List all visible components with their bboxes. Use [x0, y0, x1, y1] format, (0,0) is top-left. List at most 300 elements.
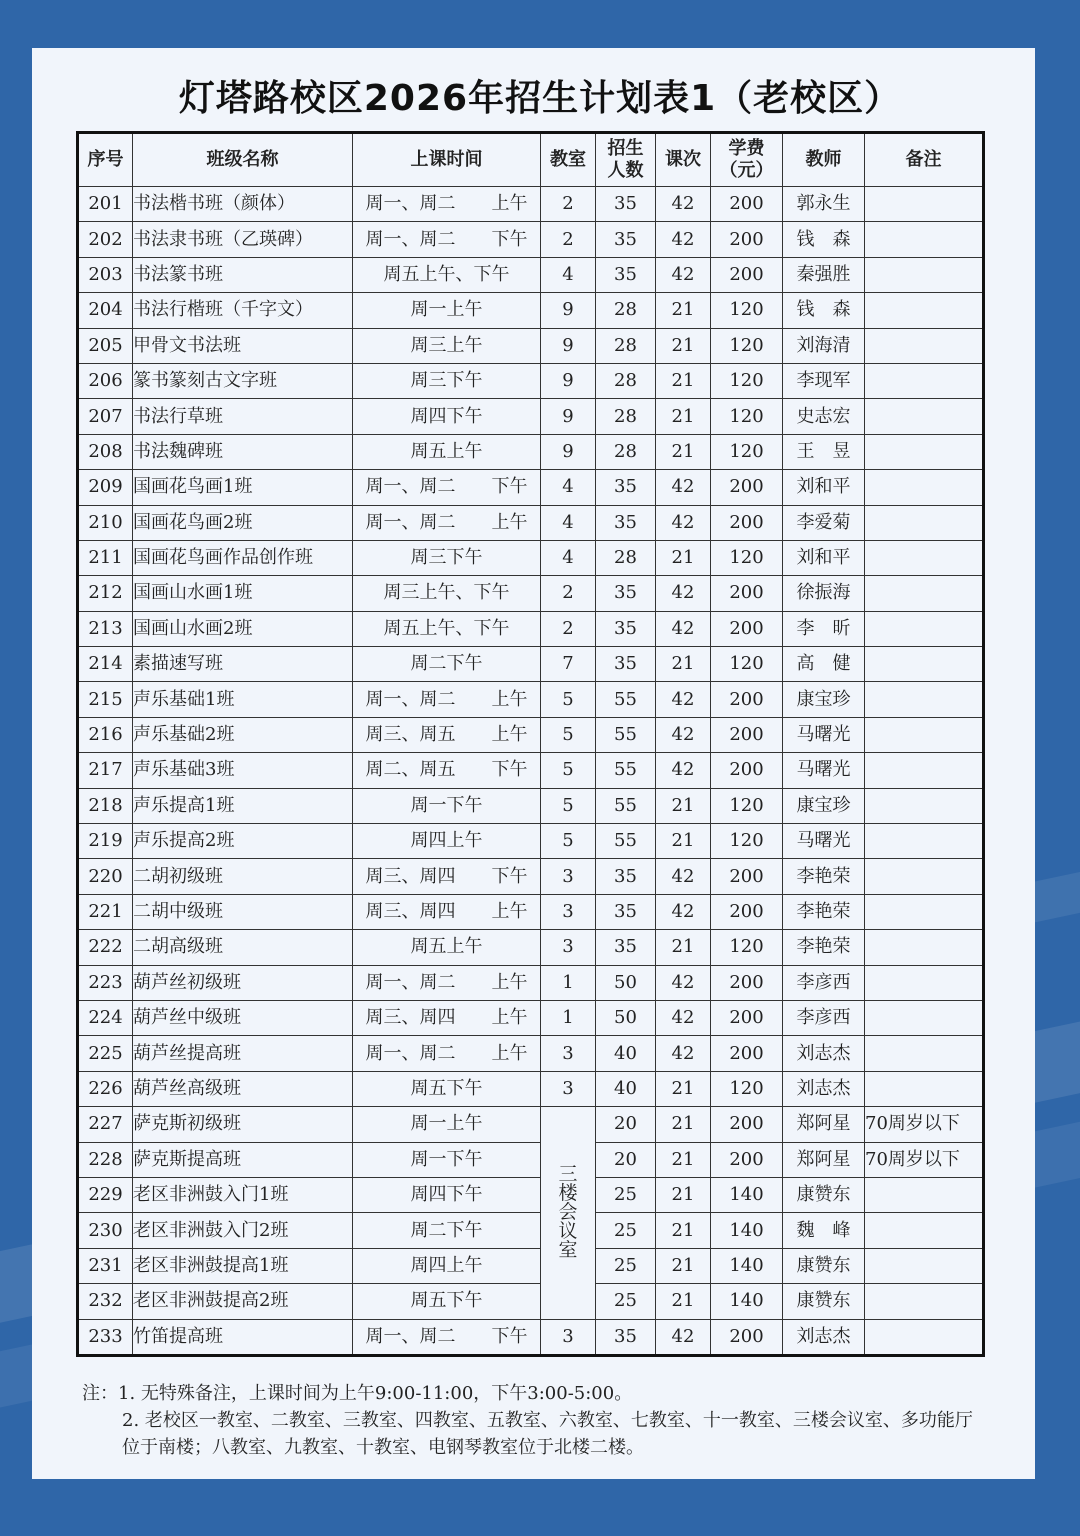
table-row — [78, 1107, 984, 1142]
cell-teacher: 史志宏 — [783, 399, 865, 434]
cell-name: 竹笛提高班 — [133, 1319, 353, 1355]
cell-sessions: 21 — [656, 1177, 711, 1212]
cell-name: 葫芦丝提高班 — [133, 1036, 353, 1071]
cell-note — [865, 1213, 984, 1248]
cell-name: 葫芦丝高级班 — [133, 1071, 353, 1106]
cell-note — [865, 470, 984, 505]
cell-time: 周三下午 — [353, 540, 541, 575]
cell-teacher: 李 昕 — [783, 611, 865, 646]
cell-time: 周一、周二 下午 — [353, 1319, 541, 1355]
cell-name: 二胡高级班 — [133, 930, 353, 965]
cell-name: 书法行楷班（千字文） — [133, 293, 353, 328]
cell-time: 周一上午 — [353, 1107, 541, 1142]
cell-name: 声乐基础1班 — [133, 682, 353, 717]
cell-time: 周三上午、下午 — [353, 576, 541, 611]
cell-quota: 35 — [596, 187, 656, 222]
cell-room: 3 — [541, 1071, 596, 1106]
cell-no: 214 — [78, 647, 133, 682]
cell-sessions: 42 — [656, 859, 711, 894]
cell-sessions: 42 — [656, 222, 711, 257]
cell-name: 二胡初级班 — [133, 859, 353, 894]
cell-teacher: 郭永生 — [783, 187, 865, 222]
cell-name: 国画山水画2班 — [133, 611, 353, 646]
cell-sessions: 42 — [656, 753, 711, 788]
cell-note — [865, 576, 984, 611]
cell-quota: 40 — [596, 1071, 656, 1106]
table-row — [78, 682, 984, 717]
table-row — [78, 1284, 984, 1319]
table-row — [78, 894, 984, 929]
cell-quota: 50 — [596, 965, 656, 1000]
cell-name: 声乐基础2班 — [133, 717, 353, 752]
cell-sessions: 21 — [656, 647, 711, 682]
cell-no: 205 — [78, 328, 133, 363]
cell-teacher: 王 昱 — [783, 434, 865, 469]
cell-teacher: 刘志杰 — [783, 1071, 865, 1106]
cell-note — [865, 1177, 984, 1212]
cell-no: 230 — [78, 1213, 133, 1248]
cell-sessions: 42 — [656, 257, 711, 292]
cell-note — [865, 222, 984, 257]
cell-quota: 20 — [596, 1107, 656, 1142]
cell-sessions: 42 — [656, 894, 711, 929]
cell-teacher: 李艳荣 — [783, 894, 865, 929]
cell-note — [865, 540, 984, 575]
cell-quota: 35 — [596, 894, 656, 929]
cell-room: 5 — [541, 788, 596, 823]
cell-name: 国画花鸟画2班 — [133, 505, 353, 540]
cell-name: 国画山水画1班 — [133, 576, 353, 611]
cell-name: 书法篆书班 — [133, 257, 353, 292]
table-row — [78, 363, 984, 398]
header-quota: 招生 人数 — [596, 133, 656, 187]
cell-teacher: 刘海清 — [783, 328, 865, 363]
cell-fee: 200 — [711, 1000, 783, 1035]
cell-time: 周三下午 — [353, 363, 541, 398]
header-class-name: 班级名称 — [133, 133, 353, 187]
table-row — [78, 576, 984, 611]
cell-fee: 200 — [711, 257, 783, 292]
cell-no: 202 — [78, 222, 133, 257]
cell-quota: 35 — [596, 930, 656, 965]
cell-no: 201 — [78, 187, 133, 222]
cell-time: 周五上午、下午 — [353, 257, 541, 292]
cell-note — [865, 257, 984, 292]
cell-sessions: 21 — [656, 434, 711, 469]
cell-no: 215 — [78, 682, 133, 717]
cell-teacher: 康宝珍 — [783, 788, 865, 823]
cell-teacher: 钱 森 — [783, 222, 865, 257]
cell-name: 国画花鸟画作品创作班 — [133, 540, 353, 575]
footnote-2: 2. 老校区一教室、二教室、三教室、四教室、五教室、六教室、七教室、十一教室、三楼会议室、多功能厅位于南楼；八教室、九教室、十教室、电钢琴教室位于北楼二楼。 — [122, 1410, 973, 1458]
cell-fee: 140 — [711, 1284, 783, 1319]
cell-name: 素描速写班 — [133, 647, 353, 682]
cell-name: 声乐提高2班 — [133, 824, 353, 859]
cell-fee: 120 — [711, 1071, 783, 1106]
cell-no: 227 — [78, 1107, 133, 1142]
cell-sessions: 42 — [656, 187, 711, 222]
header-room: 教室 — [541, 133, 596, 187]
cell-note — [865, 682, 984, 717]
cell-room: 5 — [541, 824, 596, 859]
cell-room: 1 — [541, 965, 596, 1000]
cell-teacher: 刘和平 — [783, 540, 865, 575]
cell-fee: 120 — [711, 328, 783, 363]
cell-name: 国画花鸟画1班 — [133, 470, 353, 505]
cell-time: 周一、周二 上午 — [353, 965, 541, 1000]
cell-time: 周三上午 — [353, 328, 541, 363]
cell-teacher: 刘志杰 — [783, 1319, 865, 1355]
cell-sessions: 42 — [656, 611, 711, 646]
cell-time: 周一下午 — [353, 1142, 541, 1177]
cell-quota: 55 — [596, 824, 656, 859]
cell-note: 70周岁以下 — [865, 1142, 984, 1177]
enrollment-plan-table — [76, 131, 985, 1357]
cell-no: 233 — [78, 1319, 133, 1355]
table-row — [78, 1213, 984, 1248]
header-note: 备注 — [865, 133, 984, 187]
cell-time: 周二、周五 下午 — [353, 753, 541, 788]
cell-time: 周三、周四 上午 — [353, 894, 541, 929]
cell-time: 周一、周二 下午 — [353, 470, 541, 505]
cell-quota: 35 — [596, 257, 656, 292]
cell-time: 周四下午 — [353, 1177, 541, 1212]
cell-name: 萨克斯提高班 — [133, 1142, 353, 1177]
cell-note — [865, 1319, 984, 1355]
cell-note — [865, 753, 984, 788]
cell-fee: 120 — [711, 930, 783, 965]
cell-sessions: 42 — [656, 1000, 711, 1035]
table-row — [78, 1319, 984, 1355]
cell-quota: 28 — [596, 540, 656, 575]
cell-room-merged: 三 楼 会 议 室 — [541, 1107, 596, 1319]
cell-sessions: 21 — [656, 1213, 711, 1248]
cell-teacher: 康赞东 — [783, 1284, 865, 1319]
cell-quota: 28 — [596, 293, 656, 328]
cell-room: 1 — [541, 1000, 596, 1035]
cell-sessions: 42 — [656, 682, 711, 717]
cell-room: 3 — [541, 1319, 596, 1355]
cell-sessions: 21 — [656, 1142, 711, 1177]
cell-room: 5 — [541, 682, 596, 717]
cell-quota: 25 — [596, 1284, 656, 1319]
cell-sessions: 42 — [656, 1036, 711, 1071]
cell-time: 周三、周四 上午 — [353, 1000, 541, 1035]
cell-quota: 35 — [596, 470, 656, 505]
cell-quota: 28 — [596, 363, 656, 398]
cell-note — [865, 859, 984, 894]
cell-teacher: 马曙光 — [783, 717, 865, 752]
cell-quota: 35 — [596, 1319, 656, 1355]
cell-name: 老区非洲鼓提高2班 — [133, 1284, 353, 1319]
cell-quota: 35 — [596, 222, 656, 257]
cell-time: 周二下午 — [353, 647, 541, 682]
cell-no: 221 — [78, 894, 133, 929]
cell-no: 206 — [78, 363, 133, 398]
header-fee: 学费 （元） — [711, 133, 783, 187]
cell-note — [865, 363, 984, 398]
cell-quota: 35 — [596, 505, 656, 540]
cell-no: 222 — [78, 930, 133, 965]
header-time: 上课时间 — [353, 133, 541, 187]
cell-fee: 120 — [711, 788, 783, 823]
cell-no: 204 — [78, 293, 133, 328]
cell-name: 二胡中级班 — [133, 894, 353, 929]
cell-note — [865, 647, 984, 682]
table-row — [78, 187, 984, 222]
cell-fee: 200 — [711, 753, 783, 788]
cell-quota: 35 — [596, 576, 656, 611]
cell-quota: 28 — [596, 328, 656, 363]
cell-time: 周二下午 — [353, 1213, 541, 1248]
cell-fee: 140 — [711, 1213, 783, 1248]
cell-no: 208 — [78, 434, 133, 469]
table-row — [78, 293, 984, 328]
cell-teacher: 李彦西 — [783, 965, 865, 1000]
footnotes — [82, 1380, 982, 1461]
table-body — [78, 187, 984, 1356]
cell-fee: 200 — [711, 682, 783, 717]
cell-teacher: 高 健 — [783, 647, 865, 682]
cell-teacher: 李艳荣 — [783, 859, 865, 894]
cell-fee: 200 — [711, 717, 783, 752]
cell-time: 周一、周二 上午 — [353, 682, 541, 717]
cell-sessions: 42 — [656, 965, 711, 1000]
cell-time: 周三、周四 下午 — [353, 859, 541, 894]
cell-time: 周四上午 — [353, 1248, 541, 1283]
cell-name: 葫芦丝初级班 — [133, 965, 353, 1000]
table-row — [78, 717, 984, 752]
cell-time: 周一、周二 上午 — [353, 1036, 541, 1071]
cell-room: 2 — [541, 222, 596, 257]
cell-teacher: 刘志杰 — [783, 1036, 865, 1071]
cell-fee: 120 — [711, 293, 783, 328]
cell-no: 207 — [78, 399, 133, 434]
cell-fee: 120 — [711, 647, 783, 682]
cell-quota: 55 — [596, 682, 656, 717]
cell-room: 2 — [541, 611, 596, 646]
cell-name: 声乐提高1班 — [133, 788, 353, 823]
cell-name: 老区非洲鼓入门1班 — [133, 1177, 353, 1212]
cell-name: 书法行草班 — [133, 399, 353, 434]
cell-note — [865, 1036, 984, 1071]
cell-room: 5 — [541, 717, 596, 752]
cell-teacher: 马曙光 — [783, 753, 865, 788]
table-row — [78, 1142, 984, 1177]
table-row — [78, 257, 984, 292]
cell-teacher: 康赞东 — [783, 1177, 865, 1212]
cell-teacher: 李艳荣 — [783, 930, 865, 965]
cell-fee: 200 — [711, 894, 783, 929]
cell-no: 216 — [78, 717, 133, 752]
cell-quota: 55 — [596, 753, 656, 788]
cell-quota: 50 — [596, 1000, 656, 1035]
table-row — [78, 1000, 984, 1035]
cell-fee: 120 — [711, 363, 783, 398]
cell-note — [865, 1000, 984, 1035]
cell-time: 周一、周二 下午 — [353, 222, 541, 257]
cell-fee: 200 — [711, 187, 783, 222]
cell-sessions: 21 — [656, 363, 711, 398]
cell-teacher: 郑阿星 — [783, 1142, 865, 1177]
table-row — [78, 1071, 984, 1106]
cell-fee: 200 — [711, 1036, 783, 1071]
cell-teacher: 魏 峰 — [783, 1213, 865, 1248]
cell-time: 周三、周五 上午 — [353, 717, 541, 752]
table-row — [78, 1036, 984, 1071]
cell-time: 周五上午、下午 — [353, 611, 541, 646]
cell-no: 213 — [78, 611, 133, 646]
cell-room: 9 — [541, 293, 596, 328]
cell-room: 2 — [541, 576, 596, 611]
cell-sessions: 42 — [656, 470, 711, 505]
cell-room: 9 — [541, 434, 596, 469]
cell-no: 228 — [78, 1142, 133, 1177]
table-row — [78, 399, 984, 434]
table-row — [78, 470, 984, 505]
cell-name: 萨克斯初级班 — [133, 1107, 353, 1142]
cell-note — [865, 293, 984, 328]
table-row — [78, 965, 984, 1000]
cell-teacher: 钱 森 — [783, 293, 865, 328]
cell-quota: 40 — [596, 1036, 656, 1071]
cell-fee: 200 — [711, 222, 783, 257]
cell-name: 葫芦丝中级班 — [133, 1000, 353, 1035]
cell-room: 3 — [541, 859, 596, 894]
cell-room: 2 — [541, 187, 596, 222]
cell-sessions: 21 — [656, 1284, 711, 1319]
cell-sessions: 42 — [656, 505, 711, 540]
cell-name: 老区非洲鼓入门2班 — [133, 1213, 353, 1248]
cell-note — [865, 611, 984, 646]
table-row — [78, 540, 984, 575]
cell-fee: 120 — [711, 824, 783, 859]
cell-sessions: 42 — [656, 1319, 711, 1355]
cell-no: 203 — [78, 257, 133, 292]
cell-no: 226 — [78, 1071, 133, 1106]
cell-fee: 140 — [711, 1177, 783, 1212]
cell-teacher: 李爱菊 — [783, 505, 865, 540]
table-row — [78, 753, 984, 788]
cell-quota: 25 — [596, 1248, 656, 1283]
cell-fee: 140 — [711, 1248, 783, 1283]
cell-fee: 200 — [711, 1107, 783, 1142]
cell-fee: 120 — [711, 399, 783, 434]
cell-note — [865, 717, 984, 752]
cell-sessions: 21 — [656, 540, 711, 575]
cell-sessions: 42 — [656, 717, 711, 752]
cell-time: 周四上午 — [353, 824, 541, 859]
page-title: 灯塔路校区2026年招生计划表1（老校区） — [178, 78, 902, 119]
cell-fee: 120 — [711, 434, 783, 469]
cell-teacher: 康赞东 — [783, 1248, 865, 1283]
cell-teacher: 郑阿星 — [783, 1107, 865, 1142]
cell-sessions: 21 — [656, 824, 711, 859]
cell-time: 周五下午 — [353, 1071, 541, 1106]
cell-fee: 200 — [711, 859, 783, 894]
cell-note — [865, 1284, 984, 1319]
cell-teacher: 李彦西 — [783, 1000, 865, 1035]
table-row — [78, 222, 984, 257]
cell-room: 4 — [541, 257, 596, 292]
cell-no: 209 — [78, 470, 133, 505]
cell-room: 4 — [541, 540, 596, 575]
cell-name: 老区非洲鼓提高1班 — [133, 1248, 353, 1283]
cell-room: 4 — [541, 470, 596, 505]
cell-teacher: 刘和平 — [783, 470, 865, 505]
cell-fee: 200 — [711, 611, 783, 646]
header-no: 序号 — [78, 133, 133, 187]
table-row — [78, 859, 984, 894]
cell-sessions: 21 — [656, 788, 711, 823]
cell-time: 周四下午 — [353, 399, 541, 434]
cell-quota: 20 — [596, 1142, 656, 1177]
cell-fee: 200 — [711, 1142, 783, 1177]
table-row — [78, 930, 984, 965]
cell-no: 223 — [78, 965, 133, 1000]
cell-no: 229 — [78, 1177, 133, 1212]
header-teacher: 教师 — [783, 133, 865, 187]
cell-teacher: 徐振海 — [783, 576, 865, 611]
cell-teacher: 李现军 — [783, 363, 865, 398]
cell-teacher: 秦强胜 — [783, 257, 865, 292]
cell-no: 220 — [78, 859, 133, 894]
cell-sessions: 21 — [656, 1071, 711, 1106]
cell-time: 周五上午 — [353, 434, 541, 469]
cell-time: 周一下午 — [353, 788, 541, 823]
cell-quota: 35 — [596, 859, 656, 894]
table-row — [78, 1177, 984, 1212]
table-row — [78, 647, 984, 682]
footnote-1: 注：1. 无特殊备注，上课时间为上午9:00-11:00，下午3:00-5:00。 — [82, 1383, 633, 1404]
cell-note — [865, 1071, 984, 1106]
cell-sessions: 21 — [656, 399, 711, 434]
cell-sessions: 21 — [656, 1107, 711, 1142]
cell-room: 9 — [541, 328, 596, 363]
cell-no: 217 — [78, 753, 133, 788]
table-row — [78, 824, 984, 859]
cell-quota: 25 — [596, 1177, 656, 1212]
cell-room: 9 — [541, 363, 596, 398]
cell-no: 232 — [78, 1284, 133, 1319]
cell-sessions: 21 — [656, 328, 711, 363]
cell-name: 甲骨文书法班 — [133, 328, 353, 363]
cell-room: 9 — [541, 399, 596, 434]
cell-note — [865, 965, 984, 1000]
table-row — [78, 1248, 984, 1283]
cell-no: 224 — [78, 1000, 133, 1035]
cell-note — [865, 187, 984, 222]
cell-note — [865, 930, 984, 965]
cell-no: 219 — [78, 824, 133, 859]
cell-time: 周一、周二 上午 — [353, 505, 541, 540]
cell-name: 书法隶书班（乙瑛碑） — [133, 222, 353, 257]
cell-quota: 35 — [596, 647, 656, 682]
cell-note — [865, 894, 984, 929]
table-row — [78, 505, 984, 540]
cell-teacher: 马曙光 — [783, 824, 865, 859]
cell-time: 周五上午 — [353, 930, 541, 965]
table-row — [78, 788, 984, 823]
header-sessions: 课次 — [656, 133, 711, 187]
cell-note — [865, 788, 984, 823]
cell-time: 周五下午 — [353, 1284, 541, 1319]
cell-name: 书法魏碑班 — [133, 434, 353, 469]
cell-sessions: 42 — [656, 576, 711, 611]
cell-quota: 55 — [596, 717, 656, 752]
cell-time: 周一、周二 上午 — [353, 187, 541, 222]
cell-sessions: 21 — [656, 930, 711, 965]
